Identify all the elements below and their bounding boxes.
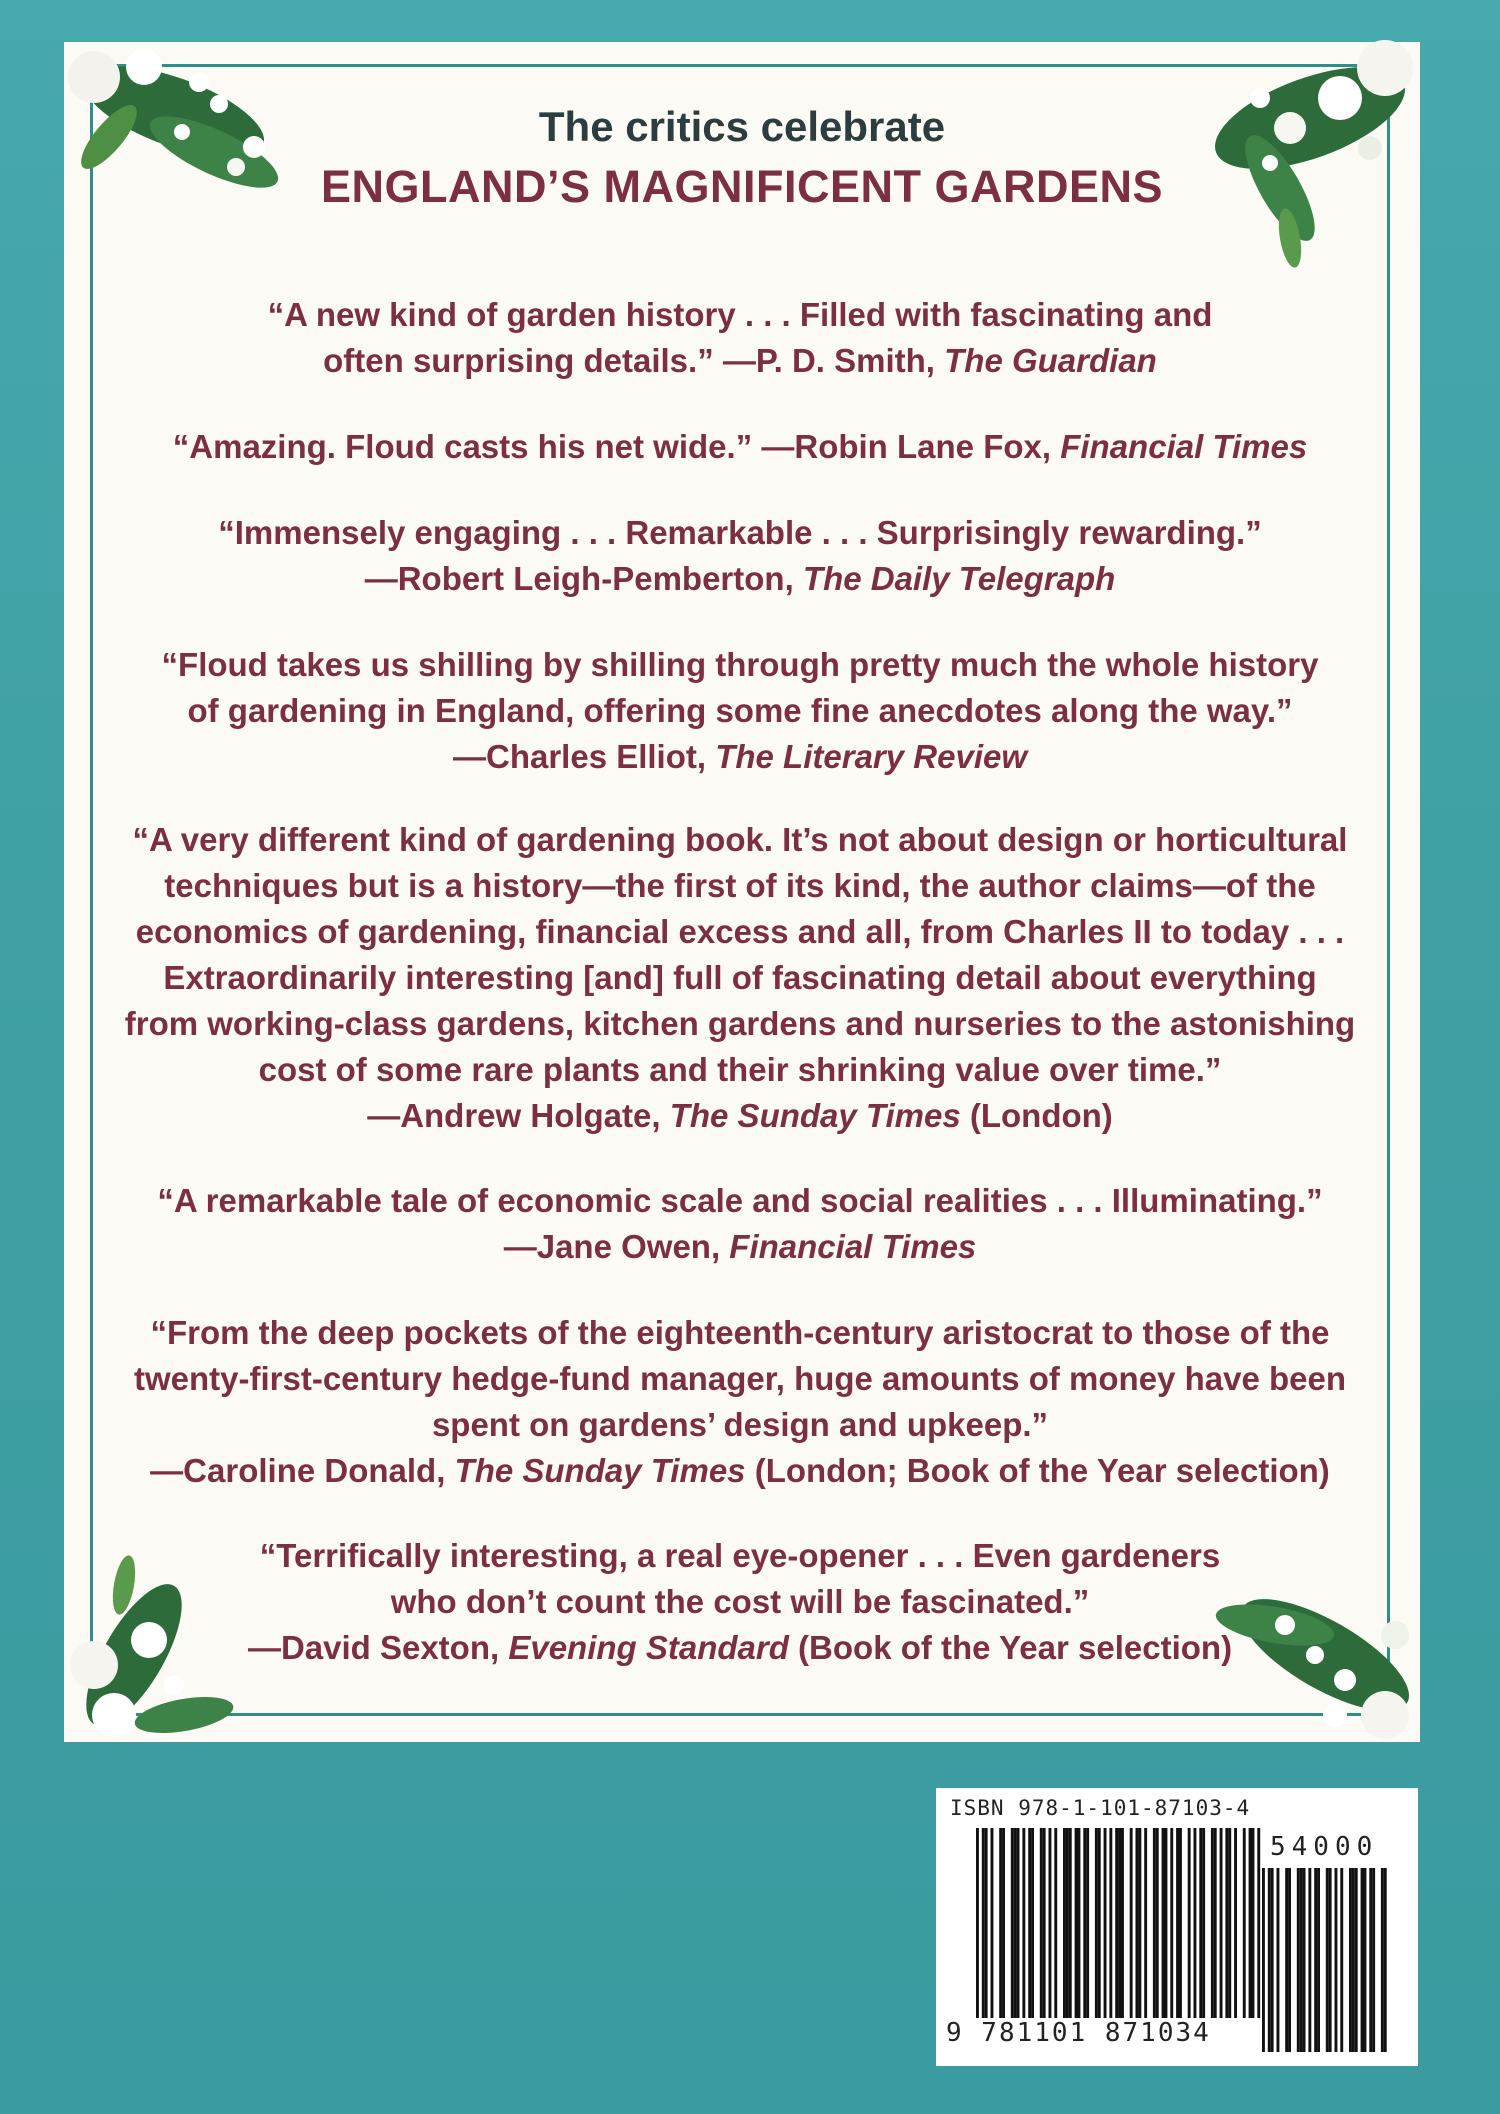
barcode-bar bbox=[1194, 1828, 1197, 2018]
barcode-bar bbox=[1225, 1828, 1228, 2018]
quote-source: The Sunday Times bbox=[454, 1452, 746, 1489]
quote-text: “Terrifically interesting, a real eye-opener . . . Even gardeners who don’t count the cost will be fascinated.” —David Sexton, bbox=[247, 1537, 1221, 1666]
barcode-bar bbox=[1083, 1828, 1086, 2018]
barcode-bar bbox=[1297, 1868, 1300, 2052]
barcode-bar bbox=[1017, 1828, 1020, 2018]
barcode-bar bbox=[1011, 1828, 1014, 2018]
barcode-bar bbox=[1277, 1868, 1280, 2052]
barcode-bar bbox=[1326, 1868, 1329, 2052]
barcode-bar bbox=[1220, 1828, 1223, 2018]
barcode-bar bbox=[1028, 1828, 1031, 2018]
barcode-bar bbox=[1022, 1828, 1025, 2018]
quote-source: Financial Times bbox=[729, 1228, 977, 1265]
barcode-bar bbox=[982, 1828, 985, 2018]
barcode-bar bbox=[1369, 1868, 1372, 2052]
isbn-text: ISBN 978-1-101-87103-4 bbox=[950, 1796, 1251, 1820]
quote-5 bbox=[120, 817, 1360, 1139]
barcode-bar bbox=[1109, 1828, 1112, 2018]
quote-source: Financial Times bbox=[1060, 428, 1308, 465]
quote-2 bbox=[120, 424, 1360, 470]
barcode-bar bbox=[1095, 1828, 1098, 2018]
barcode-bar bbox=[1335, 1868, 1338, 2052]
barcode-bar bbox=[1340, 1868, 1343, 2052]
barcode-bar bbox=[1118, 1828, 1121, 2018]
quote-text: “A new kind of garden history . . . Filled with fascinating and often surprising details.” —P. D. Smith, bbox=[267, 296, 1213, 379]
barcode-bar bbox=[1130, 1828, 1133, 2018]
barcode-bar bbox=[1329, 1868, 1332, 2052]
barcode-bar bbox=[1308, 1868, 1311, 2052]
barcode-addon bbox=[1262, 1868, 1394, 2052]
barcode-bar bbox=[1075, 1828, 1078, 2018]
barcode-bar bbox=[1381, 1868, 1384, 2052]
quote-text: “A very different kind of gardening book. It’s not about design or horticultural techniques but is a history—the first of its kind, the author claims—of the economics of gardening, financial excess and all, from Charles II to today . . . Extraordinarily interesting [and] full of fascinating detail about everything from working-class gardens, kitchen gardens and nurseries to the astonishing cost of some rare plants and their shrinking value over time.” —Andrew Holgate, bbox=[124, 821, 1356, 1134]
quote-source: Evening Standard bbox=[508, 1629, 789, 1666]
barcode-bar bbox=[1144, 1828, 1147, 2018]
quote-1 bbox=[120, 292, 1360, 384]
barcode-bar bbox=[1257, 1828, 1260, 2018]
barcode-bar bbox=[1176, 1828, 1179, 2018]
quote-text: “A remarkable tale of economic scale and social realities . . . Illuminating.” —Jane Owen, bbox=[157, 1182, 1323, 1265]
barcode-bar bbox=[1228, 1828, 1231, 2018]
barcode-bar bbox=[1054, 1828, 1057, 2018]
barcode-bar bbox=[1179, 1828, 1182, 2018]
quote-text: “Floud takes us shilling by shilling through pretty much the whole history of gardening in England, offering some fine anecdotes along the way.” —Charles Elliot, bbox=[161, 646, 1319, 775]
quote-text: “Immensely engaging . . . Remarkable . . . Surprisingly rewarding.” —Robert Leigh-Pemberton, bbox=[218, 514, 1262, 597]
barcode-bar bbox=[1288, 1868, 1291, 2052]
barcode-bar bbox=[1040, 1828, 1043, 2018]
barcode-bar bbox=[1243, 1828, 1246, 2018]
quote-suffix: (London; Book of the Year selection) bbox=[745, 1452, 1330, 1489]
barcode-bar bbox=[1364, 1868, 1367, 2052]
barcode-bar bbox=[1115, 1828, 1118, 2018]
price-code: 54000 bbox=[1270, 1832, 1379, 1862]
barcode-bar bbox=[1078, 1828, 1081, 2018]
barcode-bar bbox=[1361, 1868, 1364, 2052]
quote-suffix: (Book of the Year selection) bbox=[788, 1629, 1233, 1666]
barcode-bar bbox=[1170, 1828, 1173, 2018]
quote-source: The Guardian bbox=[944, 342, 1157, 379]
barcode-bar bbox=[1199, 1828, 1202, 2018]
barcode-bar bbox=[1188, 1828, 1191, 2018]
quote-3 bbox=[120, 510, 1360, 602]
header-title: ENGLAND’S MAGNIFICENT GARDENS bbox=[320, 161, 1163, 212]
barcode-bar bbox=[1268, 1868, 1271, 2052]
barcode-bar bbox=[1086, 1828, 1089, 2018]
quote-8 bbox=[120, 1533, 1360, 1671]
barcode-bar bbox=[1252, 1828, 1255, 2018]
barcode-bar bbox=[991, 1828, 994, 2018]
quote-source: The Daily Telegraph bbox=[802, 560, 1116, 597]
barcode-bar bbox=[1162, 1828, 1165, 2018]
quote-7 bbox=[120, 1310, 1360, 1494]
barcode-bar bbox=[1303, 1868, 1306, 2052]
barcode-bar bbox=[1234, 1828, 1237, 2018]
quote-suffix: (London) bbox=[960, 1097, 1113, 1134]
barcode-bar bbox=[1202, 1828, 1205, 2018]
barcode-bar bbox=[1285, 1868, 1288, 2052]
barcode-bar bbox=[1043, 1828, 1046, 2018]
barcode-bar bbox=[976, 1828, 979, 2018]
barcode-bar bbox=[999, 1828, 1002, 2018]
barcode-bar bbox=[1211, 1828, 1214, 2018]
header bbox=[64, 98, 1420, 218]
barcode-bar bbox=[985, 1828, 988, 2018]
quote-source: The Literary Review bbox=[715, 738, 1028, 775]
barcode-bar bbox=[1031, 1828, 1034, 2018]
barcode-bar bbox=[1214, 1828, 1217, 2018]
barcode-bar bbox=[1136, 1828, 1139, 2018]
barcode-bar bbox=[1262, 1868, 1265, 2052]
barcode-bar bbox=[1049, 1828, 1052, 2018]
barcode-bar bbox=[1355, 1868, 1358, 2052]
quote-source: The Sunday Times bbox=[669, 1097, 961, 1134]
barcode-bar bbox=[1098, 1828, 1101, 2018]
barcode-bar bbox=[1014, 1828, 1017, 2018]
barcode-bar bbox=[1384, 1868, 1387, 2052]
barcode-bar bbox=[1317, 1868, 1320, 2052]
barcode-main bbox=[976, 1828, 1266, 2018]
quote-text: “From the deep pockets of the eighteenth-century aristocrat to those of the twenty-first-century hedge-fund manager, huge amounts of money have been spent on gardens’ design and upkeep.” —Caroline Donald, bbox=[133, 1314, 1346, 1489]
barcode-bar bbox=[1069, 1828, 1072, 2018]
quote-6 bbox=[120, 1178, 1360, 1270]
barcode-bar bbox=[1314, 1868, 1317, 2052]
header-kicker: The critics celebrate bbox=[538, 103, 946, 150]
barcode-bar bbox=[1352, 1868, 1355, 2052]
barcode-bar bbox=[1156, 1828, 1159, 2018]
barcode-bar bbox=[1063, 1828, 1066, 2018]
quote-4 bbox=[120, 642, 1360, 780]
barcode-bar bbox=[1349, 1868, 1352, 2052]
barcode-bar bbox=[1271, 1868, 1274, 2052]
barcode-bar bbox=[1300, 1868, 1303, 2052]
barcode-bar bbox=[1104, 1828, 1107, 2018]
barcode-bar bbox=[1249, 1828, 1252, 2018]
barcode-digits: 9 781101 871034 bbox=[946, 2018, 1211, 2048]
barcode-bar bbox=[1138, 1828, 1141, 2018]
barcode-bar bbox=[1372, 1868, 1375, 2052]
barcode-bar bbox=[1121, 1828, 1124, 2018]
barcode-bar bbox=[1165, 1828, 1168, 2018]
barcode-bar bbox=[1066, 1828, 1069, 2018]
barcode-bar bbox=[1153, 1828, 1156, 2018]
quote-text: “Amazing. Floud casts his net wide.” —Robin Lane Fox, bbox=[172, 428, 1061, 465]
barcode-label bbox=[936, 1788, 1418, 2066]
barcode-bar bbox=[1002, 1828, 1005, 2018]
